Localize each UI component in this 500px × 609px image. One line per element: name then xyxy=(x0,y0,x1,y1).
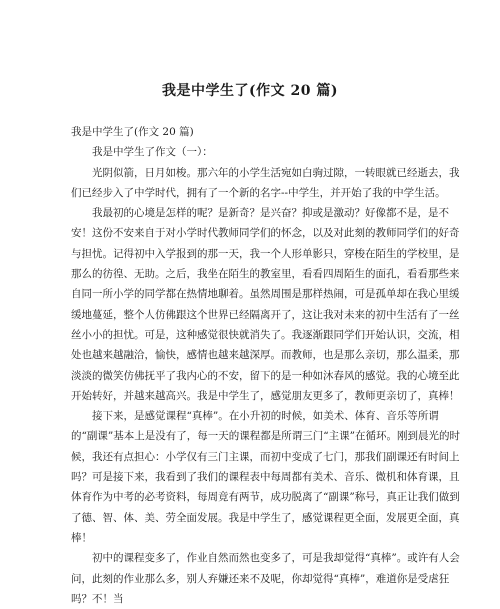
document-title: 我是中学生了(作文 20 篇) xyxy=(162,83,338,99)
paragraph: 光阴似箭，日月如梭。那六年的小学生活宛如白驹过隙，一转眼就已经逝去，我们已经步入了中学时代，拥有了一个新的名字--中学生，并开始了我的中学生活。 xyxy=(71,166,460,199)
paragraph: 我是中学生了作文（一）： xyxy=(92,146,213,159)
document-body xyxy=(71,122,465,609)
paragraph: 我最初的心境是怎样的呢？是新奇？是兴奋？抑或是激动？好像都不是，是不安！这份不安来自于对小学时代教师同学们的怀念，以及对此刻的教师同学们的好奇与担忧。记得初中入学报到的那一天，我一个人形单影只，穿梭在陌生的学校里，是那么的彷徨、无助。之后，我坐在陌生的教室里，看看四周陌生的面孔，看看那些来自同一所小学的同学都在热情地聊着。虽然周围是那样热闹，可是孤单却在我心里缓缓地蔓延，整个人仿佛跟这个世界已经隔离开了，这让我对未来的初中生活有了一丝丝小小的担忧。可是，这种感觉很快就消失了。我逐渐跟同学们开始认识，交流，相处也越来越融洽，愉快，感情也越来越深厚。而教师，也是那么亲切，那么温柔，那淡淡的微笑仿佛抚平了我内心的不安，留下的是一种如沐春风的感觉。我的心境至此开始转好，并越来越高兴。我是中学生了，感觉朋友更多了，教师更亲切了，真棒！ xyxy=(71,207,460,402)
paragraph: 接下来，是感觉课程“真棒”。在小升初的时候，如美术、体育、音乐等所谓的“副课”基本上是没有了，每一天的课程都是所谓三门“主课”在循环。刚到晨光的时候，我还有点担心：小学仅有三门主课，而初中变成了七门，那我们副课还有时间上吗？可是接下来，我看到了我们的课程表中每周都有美术、音乐、微机和体育课，且体育作为中考的必考资料，每周竟有两节，成功脱离了“副课”称号，真正让我们做到了德、智、体、美、劳全面发展。我是中学生了，感觉课程更全面，发展更全面，真棒！ xyxy=(71,410,460,544)
paragraph: 初中的课程变多了，作业自然而然也变多了，可是我却觉得“真棒”。或许有人会问，此刻的作业那么多，别人弃嫌还来不及呢，你却觉得“真棒”，难道你是受虐狂吗？不！当 xyxy=(71,552,460,605)
paragraph: 我是中学生了(作文 20 篇) xyxy=(71,126,194,138)
